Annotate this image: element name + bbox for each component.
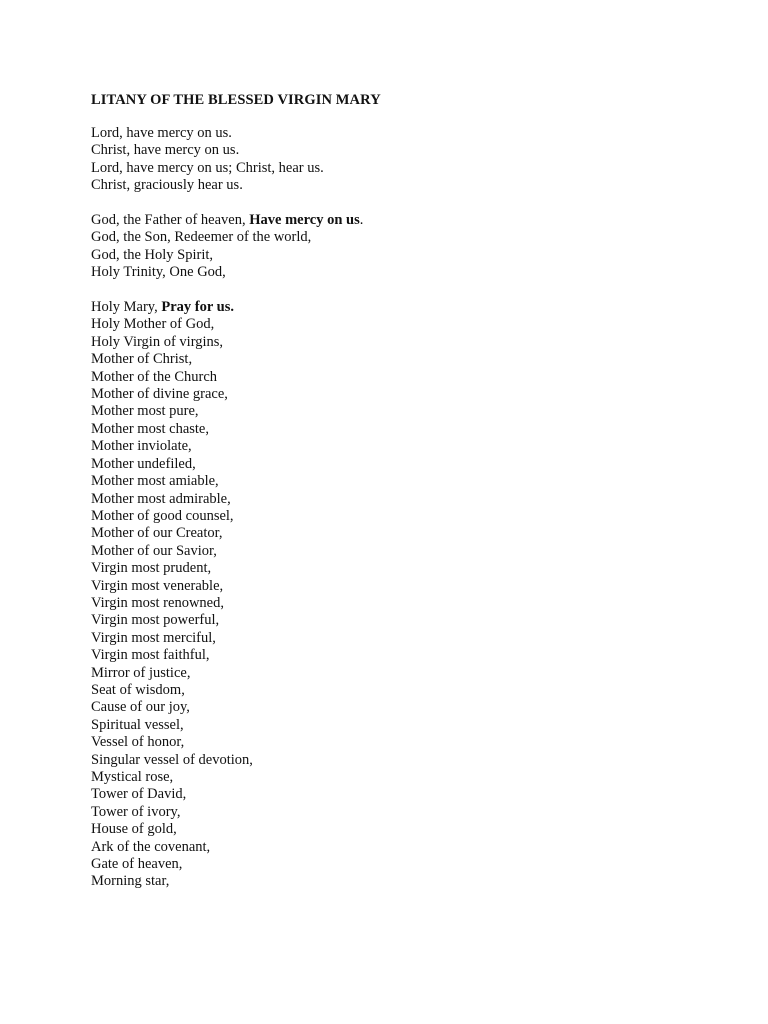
invocation-line: Mirror of justice, <box>91 664 191 681</box>
invocation-line: Mother of Christ, <box>91 351 193 368</box>
opening-line: Christ, graciously hear us. <box>91 177 243 194</box>
invocation-line: Singular vessel of devotion, <box>91 751 253 768</box>
invocation-line: Seat of wisdom, <box>91 681 185 698</box>
invocation-list <box>91 316 731 890</box>
document-page <box>91 90 731 891</box>
trinity-line: God, the Son, Redeemer of the world, <box>91 229 312 246</box>
invocation-line: Virgin most faithful, <box>91 647 210 664</box>
invocation-line: Mother most pure, <box>91 403 199 420</box>
invocation-line: Mother of the Church <box>91 368 218 385</box>
invocation-line: Holy Virgin of virgins, <box>91 333 224 350</box>
invocation-line: Mother most admirable, <box>91 490 231 507</box>
invocation-line: Mother undefiled, <box>91 455 196 472</box>
trinity-line: God, the Holy Spirit, <box>91 246 214 263</box>
invocation-line: Spiritual vessel, <box>91 716 184 733</box>
invocation-line: Holy Mother of God, <box>91 316 215 333</box>
invocation-response: Pray for us. <box>161 299 234 316</box>
invocation-line: Vessel of honor, <box>91 734 185 751</box>
trinity-response: Have mercy on us <box>249 212 360 229</box>
trinity-section <box>91 212 731 282</box>
invocation-line: Mother of divine grace, <box>91 386 228 403</box>
invocation-line: Gate of heaven, <box>91 856 183 873</box>
opening-section <box>91 125 731 195</box>
opening-line: Lord, have mercy on us. <box>91 125 232 141</box>
invocation-line: Virgin most venerable, <box>91 577 224 594</box>
invocation-line: House of gold, <box>91 821 177 838</box>
section-gap <box>91 195 731 212</box>
invocation-line: Mother of our Savior, <box>91 542 217 559</box>
invocation-line: Virgin most powerful, <box>91 612 220 629</box>
trinity-first-line <box>91 212 731 229</box>
invocation-line: Virgin most renowned, <box>91 594 224 611</box>
invocation-line: Virgin most merciful, <box>91 629 216 646</box>
invocation-line: Morning star, <box>91 873 170 890</box>
invocation-line: Mother most chaste, <box>91 420 209 437</box>
opening-line: Christ, have mercy on us. <box>91 142 240 159</box>
invocation-line: Tower of ivory, <box>91 803 181 820</box>
invocation-line: Mother most amiable, <box>91 473 219 490</box>
trinity-line: Holy Trinity, One God, <box>91 264 226 281</box>
invocation-line: Cause of our joy, <box>91 699 190 716</box>
invocation-line: Ark of the covenant, <box>91 838 211 855</box>
invocation-line: Mother of our Creator, <box>91 525 223 542</box>
invocation-line: Virgin most prudent, <box>91 560 212 577</box>
invocation-line: Tower of David, <box>91 786 187 803</box>
invocation-first-line <box>91 299 731 316</box>
invocation-prefix: Holy Mary, <box>91 299 162 316</box>
invocation-line: Mother inviolate, <box>91 438 192 455</box>
invocations-section <box>91 299 731 891</box>
section-gap <box>91 282 731 299</box>
invocation-line: Mystical rose, <box>91 769 174 785</box>
document-title: LITANY OF THE BLESSED VIRGIN MARY <box>91 92 381 108</box>
opening-line: Lord, have mercy on us; Christ, hear us. <box>91 159 324 176</box>
invocation-line: Mother of good counsel, <box>91 507 234 524</box>
trinity-invocation: God, the Father of heaven, <box>91 212 250 229</box>
trinity-suffix: . <box>359 212 364 229</box>
